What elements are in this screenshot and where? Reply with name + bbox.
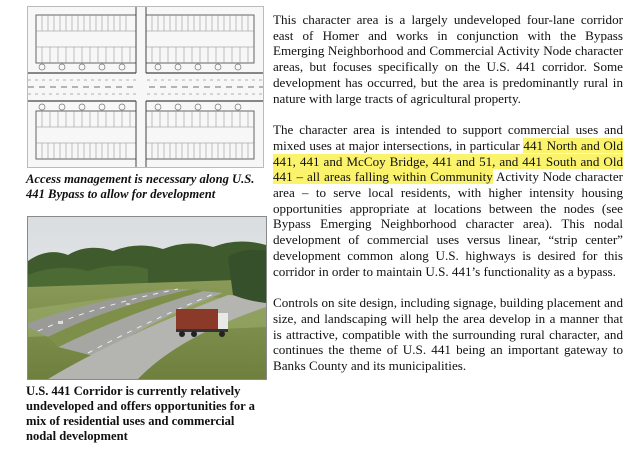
plan-caption: Access management is necessary along U.S. 441 Bypass to allow for development (26, 172, 255, 201)
access-management-plan-drawing (27, 6, 264, 168)
highway-corridor-photo (27, 216, 267, 380)
highway-photo-illustration (28, 217, 266, 379)
site-plan-sketch (28, 7, 263, 167)
paragraph-3: Controls on site design, including signage, building placement and size, and landscaping will help the area develop in a manner that is attractive, compatible with the surrounding rural character, and continues the theme of U.S. 441 being an important gateway to Banks County and its municipalities. (273, 295, 623, 374)
highlighted-text: 441 North and Old 441, 441 and McCoy Bridge, 441 and 51, and 441 South and Old 441 – all areas falling within Community (273, 137, 623, 185)
paragraph-1: This character area is a largely undeveloped four-lane corridor east of Homer and works in conjunction with the Bypass Emerging Neighborhood and Commercial Activity Node character areas, but focuses specifically on the U.S. 441 corridor. Some development has occurred, but the area is predominantly rural in nature with large tracts of agricultural property. (273, 12, 623, 106)
paragraph-2-end: Activity Node character area – to serve local residents, with higher intensity housing opportunities appropriate at locations between the nodes (see Bypass Emerging Neighborhood character area). This nodal development of commercial uses versus linear, “strip center” development common along U.S. highways is desired for this corridor in order to maintain U.S. 441’s functionality as a bypass. (273, 169, 623, 279)
right-column-text (273, 12, 623, 390)
paragraph-2-start: The character area is intended to support commercial uses and mixed uses at major intersections, in particular (273, 122, 623, 153)
paragraph-2 (273, 122, 623, 279)
photo-caption: U.S. 441 Corridor is currently relatively undeveloped and offers opportunities for a mix of residential uses and commercial nodal development (26, 384, 255, 443)
